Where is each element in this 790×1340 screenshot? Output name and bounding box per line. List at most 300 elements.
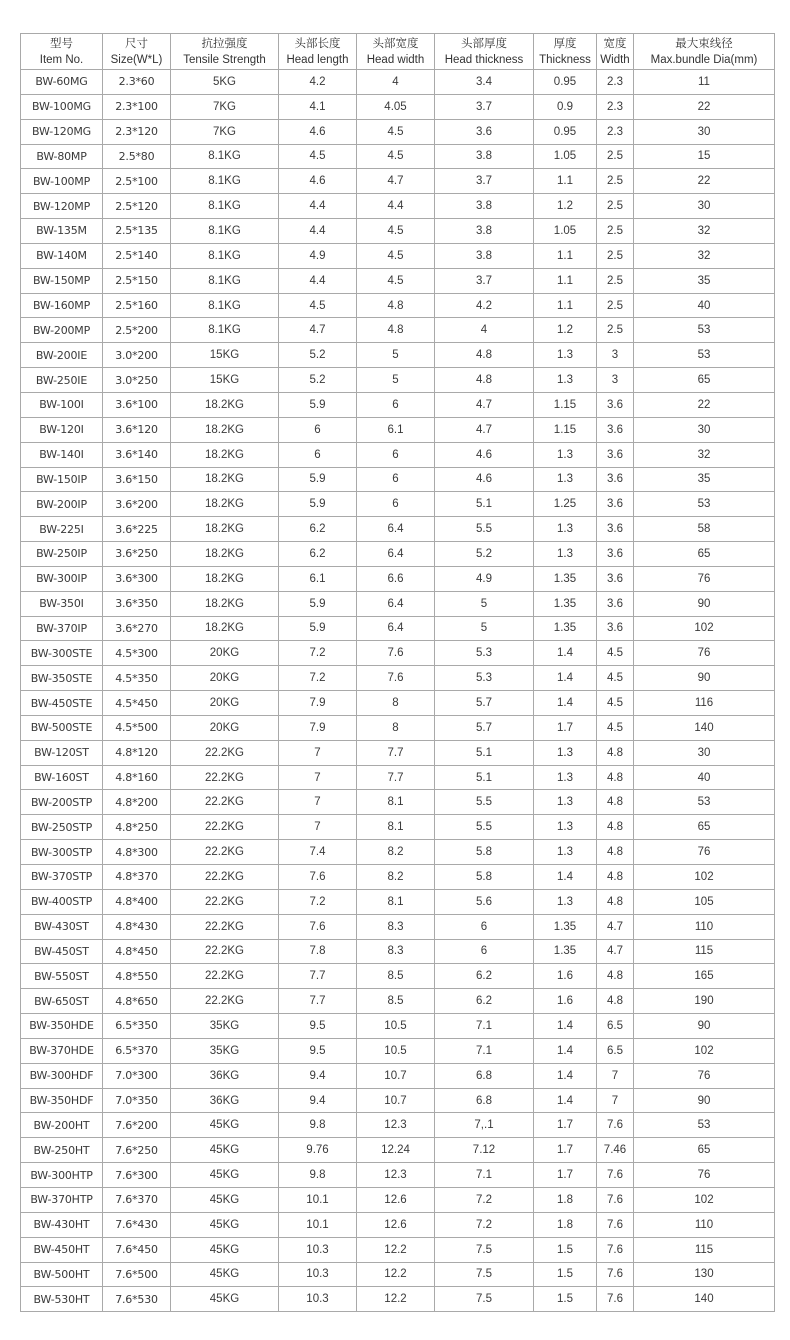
- size-cell: 7.0*300: [103, 1063, 171, 1088]
- size-cell: 4.8*160: [103, 765, 171, 790]
- tensile-strength-cell: 20KG: [171, 691, 279, 716]
- width-cell: 7.6: [597, 1163, 634, 1188]
- header-item-no: [21, 34, 103, 70]
- tensile-strength-cell: 36KG: [171, 1063, 279, 1088]
- header-en: Tensile Strength: [183, 53, 266, 66]
- size-cell: 7.6*530: [103, 1287, 171, 1312]
- max-bundle-dia-cell: 30: [634, 194, 775, 219]
- head-width-cell: 10.7: [357, 1063, 435, 1088]
- tensile-strength-cell: 45KG: [171, 1138, 279, 1163]
- table-row: [21, 169, 775, 194]
- head-thickness-cell: 3.8: [435, 243, 534, 268]
- head-thickness-cell: 3.7: [435, 268, 534, 293]
- item-no-cell: BW-350I: [21, 591, 103, 616]
- max-bundle-dia-cell: 40: [634, 293, 775, 318]
- tensile-strength-cell: 18.2KG: [171, 417, 279, 442]
- max-bundle-dia-cell: 102: [634, 1038, 775, 1063]
- size-cell: 3.6*120: [103, 417, 171, 442]
- head-thickness-cell: 7.1: [435, 1038, 534, 1063]
- max-bundle-dia-cell: 165: [634, 964, 775, 989]
- table-row: [21, 392, 775, 417]
- max-bundle-dia-cell: 32: [634, 243, 775, 268]
- tensile-strength-cell: 18.2KG: [171, 616, 279, 641]
- max-bundle-dia-cell: 40: [634, 765, 775, 790]
- size-cell: 2.5*100: [103, 169, 171, 194]
- table-row: [21, 1212, 775, 1237]
- width-cell: 7: [597, 1088, 634, 1113]
- head-thickness-cell: 5.1: [435, 765, 534, 790]
- width-cell: 4.5: [597, 691, 634, 716]
- size-cell: 4.8*650: [103, 989, 171, 1014]
- head-width-cell: 6: [357, 442, 435, 467]
- head-length-cell: 10.1: [279, 1187, 357, 1212]
- head-width-cell: 8.3: [357, 914, 435, 939]
- width-cell: 4.8: [597, 740, 634, 765]
- head-width-cell: 4.5: [357, 144, 435, 169]
- head-thickness-cell: 3.7: [435, 169, 534, 194]
- thickness-cell: 1.4: [534, 865, 597, 890]
- tensile-strength-cell: 18.2KG: [171, 517, 279, 542]
- head-width-cell: 8.2: [357, 840, 435, 865]
- max-bundle-dia-cell: 53: [634, 492, 775, 517]
- width-cell: 3: [597, 368, 634, 393]
- head-thickness-cell: 6: [435, 914, 534, 939]
- size-cell: 2.3*100: [103, 94, 171, 119]
- head-thickness-cell: 3.8: [435, 219, 534, 244]
- max-bundle-dia-cell: 116: [634, 691, 775, 716]
- width-cell: 6.5: [597, 1038, 634, 1063]
- table-row: [21, 1038, 775, 1063]
- head-thickness-cell: 6.2: [435, 989, 534, 1014]
- head-length-cell: 9.5: [279, 1038, 357, 1063]
- head-length-cell: 4.5: [279, 293, 357, 318]
- max-bundle-dia-cell: 76: [634, 641, 775, 666]
- head-length-cell: 4.1: [279, 94, 357, 119]
- size-cell: 4.5*350: [103, 666, 171, 691]
- head-length-cell: 4.9: [279, 243, 357, 268]
- tensile-strength-cell: 45KG: [171, 1237, 279, 1262]
- max-bundle-dia-cell: 110: [634, 914, 775, 939]
- table-row: [21, 914, 775, 939]
- max-bundle-dia-cell: 140: [634, 1287, 775, 1312]
- thickness-cell: 1.5: [534, 1237, 597, 1262]
- max-bundle-dia-cell: 65: [634, 542, 775, 567]
- head-width-cell: 7.7: [357, 765, 435, 790]
- thickness-cell: 1.7: [534, 715, 597, 740]
- table-row: [21, 1262, 775, 1287]
- head-width-cell: 5: [357, 343, 435, 368]
- header-head-length: [279, 34, 357, 70]
- head-thickness-cell: 5.1: [435, 492, 534, 517]
- max-bundle-dia-cell: 32: [634, 442, 775, 467]
- head-length-cell: 4.7: [279, 318, 357, 343]
- thickness-cell: 1.15: [534, 392, 597, 417]
- head-thickness-cell: 7.1: [435, 1163, 534, 1188]
- table-row: [21, 889, 775, 914]
- table-row: [21, 1088, 775, 1113]
- thickness-cell: 1.4: [534, 1014, 597, 1039]
- size-cell: 6.5*350: [103, 1014, 171, 1039]
- table-row: [21, 542, 775, 567]
- thickness-cell: 0.95: [534, 70, 597, 95]
- table-row: [21, 1163, 775, 1188]
- header-zh: 型号: [50, 37, 73, 50]
- header-zh: 头部厚度: [461, 37, 507, 50]
- width-cell: 3: [597, 343, 634, 368]
- table-row: [21, 616, 775, 641]
- head-width-cell: 10.5: [357, 1014, 435, 1039]
- head-thickness-cell: 5.7: [435, 691, 534, 716]
- width-cell: 7.6: [597, 1237, 634, 1262]
- thickness-cell: 1.3: [534, 542, 597, 567]
- head-width-cell: 4.7: [357, 169, 435, 194]
- max-bundle-dia-cell: 115: [634, 1237, 775, 1262]
- tensile-strength-cell: 45KG: [171, 1113, 279, 1138]
- size-cell: 4.8*400: [103, 889, 171, 914]
- size-cell: 7.6*300: [103, 1163, 171, 1188]
- size-cell: 4.8*450: [103, 939, 171, 964]
- head-width-cell: 12.24: [357, 1138, 435, 1163]
- head-width-cell: 8.1: [357, 790, 435, 815]
- head-width-cell: 12.2: [357, 1287, 435, 1312]
- head-thickness-cell: 4.6: [435, 442, 534, 467]
- tensile-strength-cell: 35KG: [171, 1038, 279, 1063]
- head-length-cell: 4.6: [279, 169, 357, 194]
- item-no-cell: BW-350HDF: [21, 1088, 103, 1113]
- thickness-cell: 1.3: [534, 740, 597, 765]
- head-width-cell: 8.5: [357, 989, 435, 1014]
- item-no-cell: BW-120ST: [21, 740, 103, 765]
- head-length-cell: 4.2: [279, 70, 357, 95]
- thickness-cell: 1.15: [534, 417, 597, 442]
- width-cell: 2.5: [597, 169, 634, 194]
- tensile-strength-cell: 8.1KG: [171, 194, 279, 219]
- size-cell: 3.6*140: [103, 442, 171, 467]
- max-bundle-dia-cell: 22: [634, 94, 775, 119]
- size-cell: 3.0*200: [103, 343, 171, 368]
- head-thickness-cell: 6: [435, 939, 534, 964]
- thickness-cell: 1.4: [534, 1038, 597, 1063]
- header-zh: 尺寸: [125, 37, 148, 50]
- max-bundle-dia-cell: 115: [634, 939, 775, 964]
- head-thickness-cell: 5.3: [435, 641, 534, 666]
- item-no-cell: BW-300HDF: [21, 1063, 103, 1088]
- max-bundle-dia-cell: 110: [634, 1212, 775, 1237]
- item-no-cell: BW-150IP: [21, 467, 103, 492]
- width-cell: 4.5: [597, 666, 634, 691]
- item-no-cell: BW-140I: [21, 442, 103, 467]
- thickness-cell: 1.25: [534, 492, 597, 517]
- max-bundle-dia-cell: 90: [634, 666, 775, 691]
- tensile-strength-cell: 8.1KG: [171, 293, 279, 318]
- table-row: [21, 318, 775, 343]
- size-cell: 7.6*200: [103, 1113, 171, 1138]
- width-cell: 3.6: [597, 566, 634, 591]
- tensile-strength-cell: 8.1KG: [171, 268, 279, 293]
- tensile-strength-cell: 15KG: [171, 368, 279, 393]
- head-width-cell: 12.3: [357, 1163, 435, 1188]
- thickness-cell: 1.05: [534, 219, 597, 244]
- width-cell: 4.7: [597, 939, 634, 964]
- size-cell: 7.6*450: [103, 1237, 171, 1262]
- item-no-cell: BW-350HDE: [21, 1014, 103, 1039]
- header-head-width: [357, 34, 435, 70]
- width-cell: 2.5: [597, 318, 634, 343]
- table-row: [21, 94, 775, 119]
- max-bundle-dia-cell: 53: [634, 318, 775, 343]
- table-row: [21, 1237, 775, 1262]
- table-row: [21, 467, 775, 492]
- tensile-strength-cell: 18.2KG: [171, 442, 279, 467]
- item-no-cell: BW-450ST: [21, 939, 103, 964]
- max-bundle-dia-cell: 65: [634, 1138, 775, 1163]
- head-thickness-cell: 5.2: [435, 542, 534, 567]
- header-en: Item No.: [39, 53, 84, 66]
- width-cell: 3.6: [597, 467, 634, 492]
- width-cell: 6.5: [597, 1014, 634, 1039]
- thickness-cell: 1.4: [534, 666, 597, 691]
- head-length-cell: 5.9: [279, 467, 357, 492]
- max-bundle-dia-cell: 58: [634, 517, 775, 542]
- table-row: [21, 989, 775, 1014]
- width-cell: 4.5: [597, 641, 634, 666]
- thickness-cell: 0.9: [534, 94, 597, 119]
- thickness-cell: 1.7: [534, 1163, 597, 1188]
- head-length-cell: 7.6: [279, 914, 357, 939]
- head-length-cell: 7.4: [279, 840, 357, 865]
- max-bundle-dia-cell: 15: [634, 144, 775, 169]
- head-width-cell: 6: [357, 467, 435, 492]
- head-width-cell: 8.1: [357, 889, 435, 914]
- tensile-strength-cell: 22.2KG: [171, 889, 279, 914]
- head-thickness-cell: 3.6: [435, 119, 534, 144]
- table-row: [21, 194, 775, 219]
- tensile-strength-cell: 20KG: [171, 641, 279, 666]
- header-en: Width: [600, 53, 630, 66]
- head-width-cell: 12.6: [357, 1187, 435, 1212]
- size-cell: 2.5*80: [103, 144, 171, 169]
- thickness-cell: 1.3: [534, 765, 597, 790]
- max-bundle-dia-cell: 102: [634, 616, 775, 641]
- item-no-cell: BW-100MG: [21, 94, 103, 119]
- spec-sheet: [20, 33, 774, 1312]
- width-cell: 7.6: [597, 1212, 634, 1237]
- head-width-cell: 6.4: [357, 517, 435, 542]
- thickness-cell: 1.4: [534, 691, 597, 716]
- head-length-cell: 7: [279, 790, 357, 815]
- size-cell: 3.6*150: [103, 467, 171, 492]
- header-zh: 头部宽度: [372, 37, 419, 50]
- item-no-cell: BW-225I: [21, 517, 103, 542]
- size-cell: 2.3*60: [103, 70, 171, 95]
- max-bundle-dia-cell: 102: [634, 865, 775, 890]
- head-thickness-cell: 4.9: [435, 566, 534, 591]
- item-no-cell: BW-370STP: [21, 865, 103, 890]
- tensile-strength-cell: 7KG: [171, 119, 279, 144]
- table-row: [21, 566, 775, 591]
- table-row: [21, 964, 775, 989]
- item-no-cell: BW-140M: [21, 243, 103, 268]
- size-cell: 3.6*300: [103, 566, 171, 591]
- width-cell: 7.46: [597, 1138, 634, 1163]
- head-thickness-cell: 5.3: [435, 666, 534, 691]
- head-length-cell: 4.6: [279, 119, 357, 144]
- size-cell: 4.8*370: [103, 865, 171, 890]
- head-thickness-cell: 7.12: [435, 1138, 534, 1163]
- width-cell: 3.6: [597, 517, 634, 542]
- tensile-strength-cell: 7KG: [171, 94, 279, 119]
- head-thickness-cell: 4.6: [435, 467, 534, 492]
- tensile-strength-cell: 18.2KG: [171, 542, 279, 567]
- tensile-strength-cell: 18.2KG: [171, 566, 279, 591]
- item-no-cell: BW-370HDE: [21, 1038, 103, 1063]
- width-cell: 7.6: [597, 1287, 634, 1312]
- tensile-strength-cell: 45KG: [171, 1187, 279, 1212]
- cable-tie-spec-table: [20, 33, 775, 1312]
- head-width-cell: 7.7: [357, 740, 435, 765]
- table-row: [21, 939, 775, 964]
- thickness-cell: 1.1: [534, 293, 597, 318]
- head-length-cell: 7.9: [279, 691, 357, 716]
- width-cell: 2.5: [597, 293, 634, 318]
- head-thickness-cell: 4.8: [435, 368, 534, 393]
- tensile-strength-cell: 22.2KG: [171, 765, 279, 790]
- width-cell: 7.6: [597, 1113, 634, 1138]
- head-width-cell: 8.3: [357, 939, 435, 964]
- table-row: [21, 1287, 775, 1312]
- thickness-cell: 0.95: [534, 119, 597, 144]
- item-no-cell: BW-500STE: [21, 715, 103, 740]
- item-no-cell: BW-160MP: [21, 293, 103, 318]
- tensile-strength-cell: 45KG: [171, 1163, 279, 1188]
- head-width-cell: 7.6: [357, 641, 435, 666]
- head-thickness-cell: 5.1: [435, 740, 534, 765]
- max-bundle-dia-cell: 32: [634, 219, 775, 244]
- width-cell: 7: [597, 1063, 634, 1088]
- header-en: Thickness: [539, 53, 591, 66]
- size-cell: 2.5*160: [103, 293, 171, 318]
- thickness-cell: 1.35: [534, 616, 597, 641]
- table-row: [21, 343, 775, 368]
- item-no-cell: BW-200IP: [21, 492, 103, 517]
- table-row: [21, 666, 775, 691]
- size-cell: 3.6*100: [103, 392, 171, 417]
- tensile-strength-cell: 8.1KG: [171, 243, 279, 268]
- width-cell: 4.8: [597, 790, 634, 815]
- width-cell: 4.7: [597, 914, 634, 939]
- item-no-cell: BW-250IP: [21, 542, 103, 567]
- tensile-strength-cell: 22.2KG: [171, 914, 279, 939]
- item-no-cell: BW-60MG: [21, 70, 103, 95]
- table-row: [21, 790, 775, 815]
- table-row: [21, 492, 775, 517]
- size-cell: 3.6*200: [103, 492, 171, 517]
- thickness-cell: 1.3: [534, 343, 597, 368]
- head-width-cell: 12.2: [357, 1237, 435, 1262]
- thickness-cell: 1.3: [534, 517, 597, 542]
- max-bundle-dia-cell: 76: [634, 840, 775, 865]
- head-width-cell: 10.7: [357, 1088, 435, 1113]
- max-bundle-dia-cell: 130: [634, 1262, 775, 1287]
- head-width-cell: 6.4: [357, 542, 435, 567]
- width-cell: 4.8: [597, 815, 634, 840]
- tensile-strength-cell: 22.2KG: [171, 964, 279, 989]
- thickness-cell: 1.5: [534, 1262, 597, 1287]
- item-no-cell: BW-120MG: [21, 119, 103, 144]
- size-cell: 7.0*350: [103, 1088, 171, 1113]
- head-width-cell: 8.5: [357, 964, 435, 989]
- thickness-cell: 1.35: [534, 939, 597, 964]
- tensile-strength-cell: 18.2KG: [171, 591, 279, 616]
- size-cell: 4.8*250: [103, 815, 171, 840]
- max-bundle-dia-cell: 90: [634, 1014, 775, 1039]
- tensile-strength-cell: 45KG: [171, 1262, 279, 1287]
- tensile-strength-cell: 22.2KG: [171, 790, 279, 815]
- head-length-cell: 6.2: [279, 542, 357, 567]
- width-cell: 7.6: [597, 1262, 634, 1287]
- item-no-cell: BW-135M: [21, 219, 103, 244]
- size-cell: 7.6*370: [103, 1187, 171, 1212]
- tensile-strength-cell: 35KG: [171, 1014, 279, 1039]
- width-cell: 2.5: [597, 268, 634, 293]
- width-cell: 4.8: [597, 765, 634, 790]
- head-length-cell: 7.7: [279, 964, 357, 989]
- head-thickness-cell: 5.7: [435, 715, 534, 740]
- max-bundle-dia-cell: 53: [634, 343, 775, 368]
- header-tensile-strength: [171, 34, 279, 70]
- head-width-cell: 6.4: [357, 616, 435, 641]
- table-row: [21, 119, 775, 144]
- item-no-cell: BW-80MP: [21, 144, 103, 169]
- size-cell: 4.5*300: [103, 641, 171, 666]
- thickness-cell: 1.05: [534, 144, 597, 169]
- header-width: [597, 34, 634, 70]
- size-cell: 7.6*500: [103, 1262, 171, 1287]
- head-thickness-cell: 5.5: [435, 790, 534, 815]
- head-thickness-cell: 5.8: [435, 840, 534, 865]
- tensile-strength-cell: 22.2KG: [171, 840, 279, 865]
- header-en: Max.bundle Dia(mm): [650, 53, 758, 66]
- head-thickness-cell: 6.8: [435, 1063, 534, 1088]
- max-bundle-dia-cell: 53: [634, 1113, 775, 1138]
- size-cell: 4.8*430: [103, 914, 171, 939]
- tensile-strength-cell: 8.1KG: [171, 318, 279, 343]
- head-length-cell: 7.8: [279, 939, 357, 964]
- thickness-cell: 1.3: [534, 467, 597, 492]
- tensile-strength-cell: 18.2KG: [171, 492, 279, 517]
- head-thickness-cell: 5.6: [435, 889, 534, 914]
- head-thickness-cell: 6.8: [435, 1088, 534, 1113]
- max-bundle-dia-cell: 190: [634, 989, 775, 1014]
- item-no-cell: BW-120MP: [21, 194, 103, 219]
- head-length-cell: 4.4: [279, 219, 357, 244]
- width-cell: 3.6: [597, 442, 634, 467]
- table-row: [21, 517, 775, 542]
- size-cell: 4.8*300: [103, 840, 171, 865]
- table-row: [21, 765, 775, 790]
- head-width-cell: 6.1: [357, 417, 435, 442]
- thickness-cell: 1.8: [534, 1187, 597, 1212]
- thickness-cell: 1.6: [534, 989, 597, 1014]
- table-row: [21, 1113, 775, 1138]
- item-no-cell: BW-200HT: [21, 1113, 103, 1138]
- header-en: Head width: [366, 53, 425, 66]
- head-length-cell: 5.9: [279, 492, 357, 517]
- table-row: [21, 1187, 775, 1212]
- item-no-cell: BW-100I: [21, 392, 103, 417]
- item-no-cell: BW-450HT: [21, 1237, 103, 1262]
- thickness-cell: 1.3: [534, 840, 597, 865]
